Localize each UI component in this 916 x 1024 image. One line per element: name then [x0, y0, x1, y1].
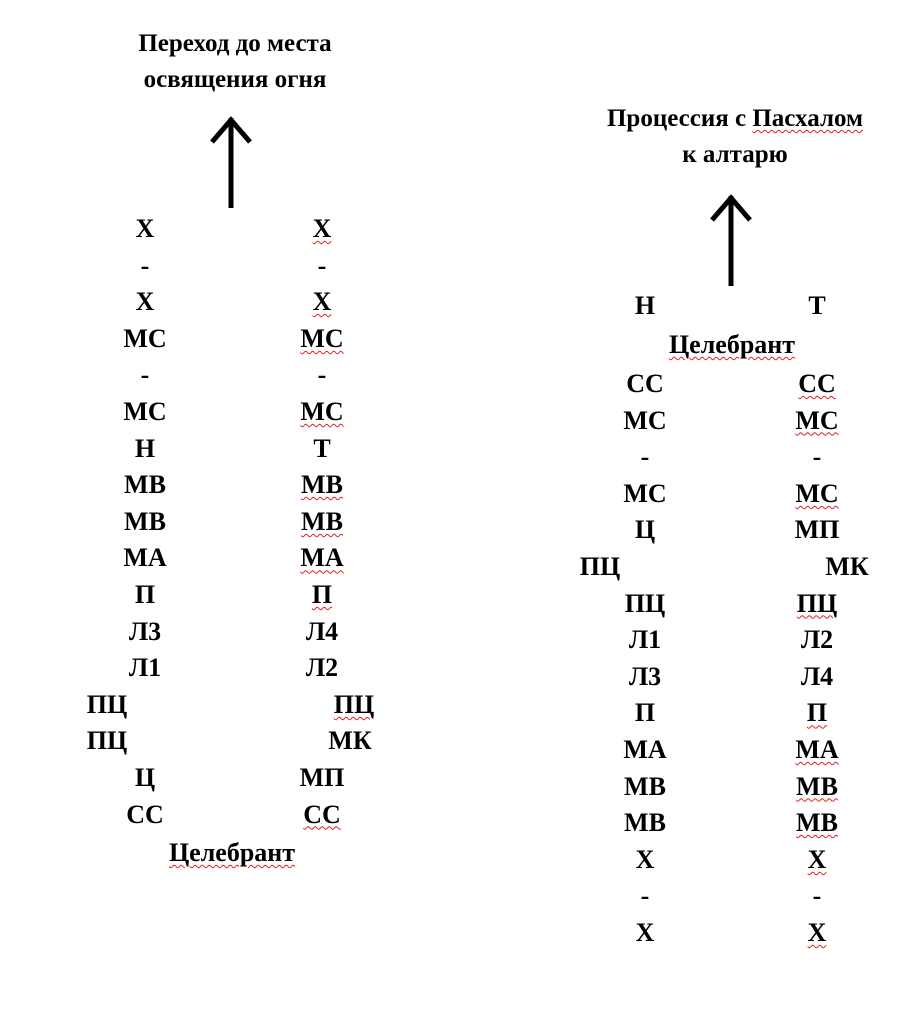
right-col-a-cell: МВ	[624, 808, 666, 838]
right-col-b-cell: МС	[795, 478, 839, 508]
left-col-b-cell: Х	[312, 287, 332, 317]
left-procession-title	[105, 26, 365, 98]
left-title-line-2: освящения огня	[143, 66, 327, 93]
right-col-b-cell: П	[806, 698, 828, 728]
left-col-b-cell: Л4	[305, 616, 339, 646]
right-col-b-cell: Л2	[800, 625, 834, 655]
left-col-a-cell: МА	[123, 543, 167, 573]
left-col-a-cell: Ц	[134, 763, 156, 792]
right-col-a-cell: Х	[635, 844, 655, 874]
right-col-a-cell: ПЦ	[579, 552, 621, 581]
left-celebrant-label: Целебрант	[168, 838, 296, 868]
right-col-a-cell: Л1	[628, 625, 662, 655]
right-col-b-cell: СС	[798, 369, 836, 398]
right-col-a-cell: МВ	[624, 771, 666, 801]
left-col-b-cell: МВ	[301, 470, 343, 500]
right-col-a-cell: Л3	[628, 661, 662, 691]
right-top-left-cell: Н	[634, 291, 656, 320]
right-col-b-cell: Х	[807, 844, 827, 874]
left-col-a-cell: Х	[135, 214, 155, 243]
left-col-a-cell: Х	[135, 287, 155, 317]
right-col-a-cell: МА	[623, 735, 667, 764]
right-col-b-cell: МП	[794, 515, 840, 545]
left-col-a-cell: П	[134, 580, 156, 609]
right-col-b-cell: МС	[795, 405, 839, 435]
up-arrow-icon	[708, 190, 754, 290]
left-col-b-cell: П	[311, 580, 333, 609]
right-celebrant-label: Целебрант	[668, 330, 796, 359]
left-col-b-cell: ПЦ	[333, 689, 375, 719]
left-col-b-cell: Х	[312, 214, 332, 243]
left-col-a-cell: Л3	[128, 616, 162, 646]
left-col-a-cell: -	[140, 360, 150, 390]
right-col-a-cell: -	[640, 881, 650, 911]
left-col-b-cell: МС	[300, 323, 344, 353]
right-col-a-cell: МС	[623, 478, 667, 508]
left-col-a-cell: ПЦ	[86, 689, 128, 719]
left-col-a-cell: МС	[123, 397, 167, 426]
right-title-line-2: к алтарю	[682, 141, 788, 168]
right-top-right-cell: Т	[808, 291, 826, 320]
left-col-b-cell: Л2	[305, 653, 339, 683]
right-col-a-cell: МС	[623, 405, 667, 435]
left-col-b-cell: МВ	[301, 506, 343, 536]
right-col-a-cell: ПЦ	[624, 588, 666, 618]
left-col-b-cell: Т	[313, 433, 331, 463]
up-arrow-icon	[208, 112, 254, 212]
right-col-b-cell: Л4	[800, 661, 834, 691]
left-col-b-cell: МП	[299, 763, 345, 792]
right-col-b-cell: -	[812, 881, 822, 911]
left-col-b-cell: -	[317, 360, 327, 390]
left-col-a-cell: СС	[126, 799, 164, 829]
right-col-a-cell: П	[634, 698, 656, 728]
left-col-a-cell: Н	[134, 433, 156, 463]
right-col-a-cell: Ц	[634, 515, 656, 545]
right-col-b-cell: ПЦ	[796, 588, 838, 618]
left-col-a-cell: ПЦ	[86, 726, 128, 756]
left-col-a-cell: -	[140, 250, 150, 280]
right-col-b-cell: Х	[807, 918, 827, 947]
left-col-b-cell: МК	[328, 726, 372, 756]
right-col-b-cell: МВ	[796, 808, 838, 838]
left-col-a-cell: МВ	[124, 470, 166, 500]
right-col-a-cell: -	[640, 442, 650, 472]
left-col-a-cell: Л1	[128, 653, 162, 683]
left-col-b-cell: МА	[300, 543, 344, 573]
right-procession-title	[560, 101, 910, 173]
right-col-b-cell: МА	[795, 735, 839, 764]
left-col-b-cell: -	[317, 250, 327, 280]
right-col-a-cell: Х	[635, 918, 655, 947]
left-title-line-1: Переход до места	[138, 30, 332, 57]
right-col-b-cell: МВ	[796, 771, 838, 801]
left-col-a-cell: МС	[123, 323, 167, 353]
right-col-b-cell: МК	[825, 552, 869, 581]
left-col-b-cell: МС	[300, 397, 344, 426]
right-title-line-1: Процессия с Пасхалом	[606, 105, 864, 132]
left-col-a-cell: МВ	[124, 506, 166, 536]
right-col-a-cell: СС	[626, 369, 664, 398]
left-col-b-cell: СС	[303, 799, 341, 829]
right-col-b-cell: -	[812, 442, 822, 472]
